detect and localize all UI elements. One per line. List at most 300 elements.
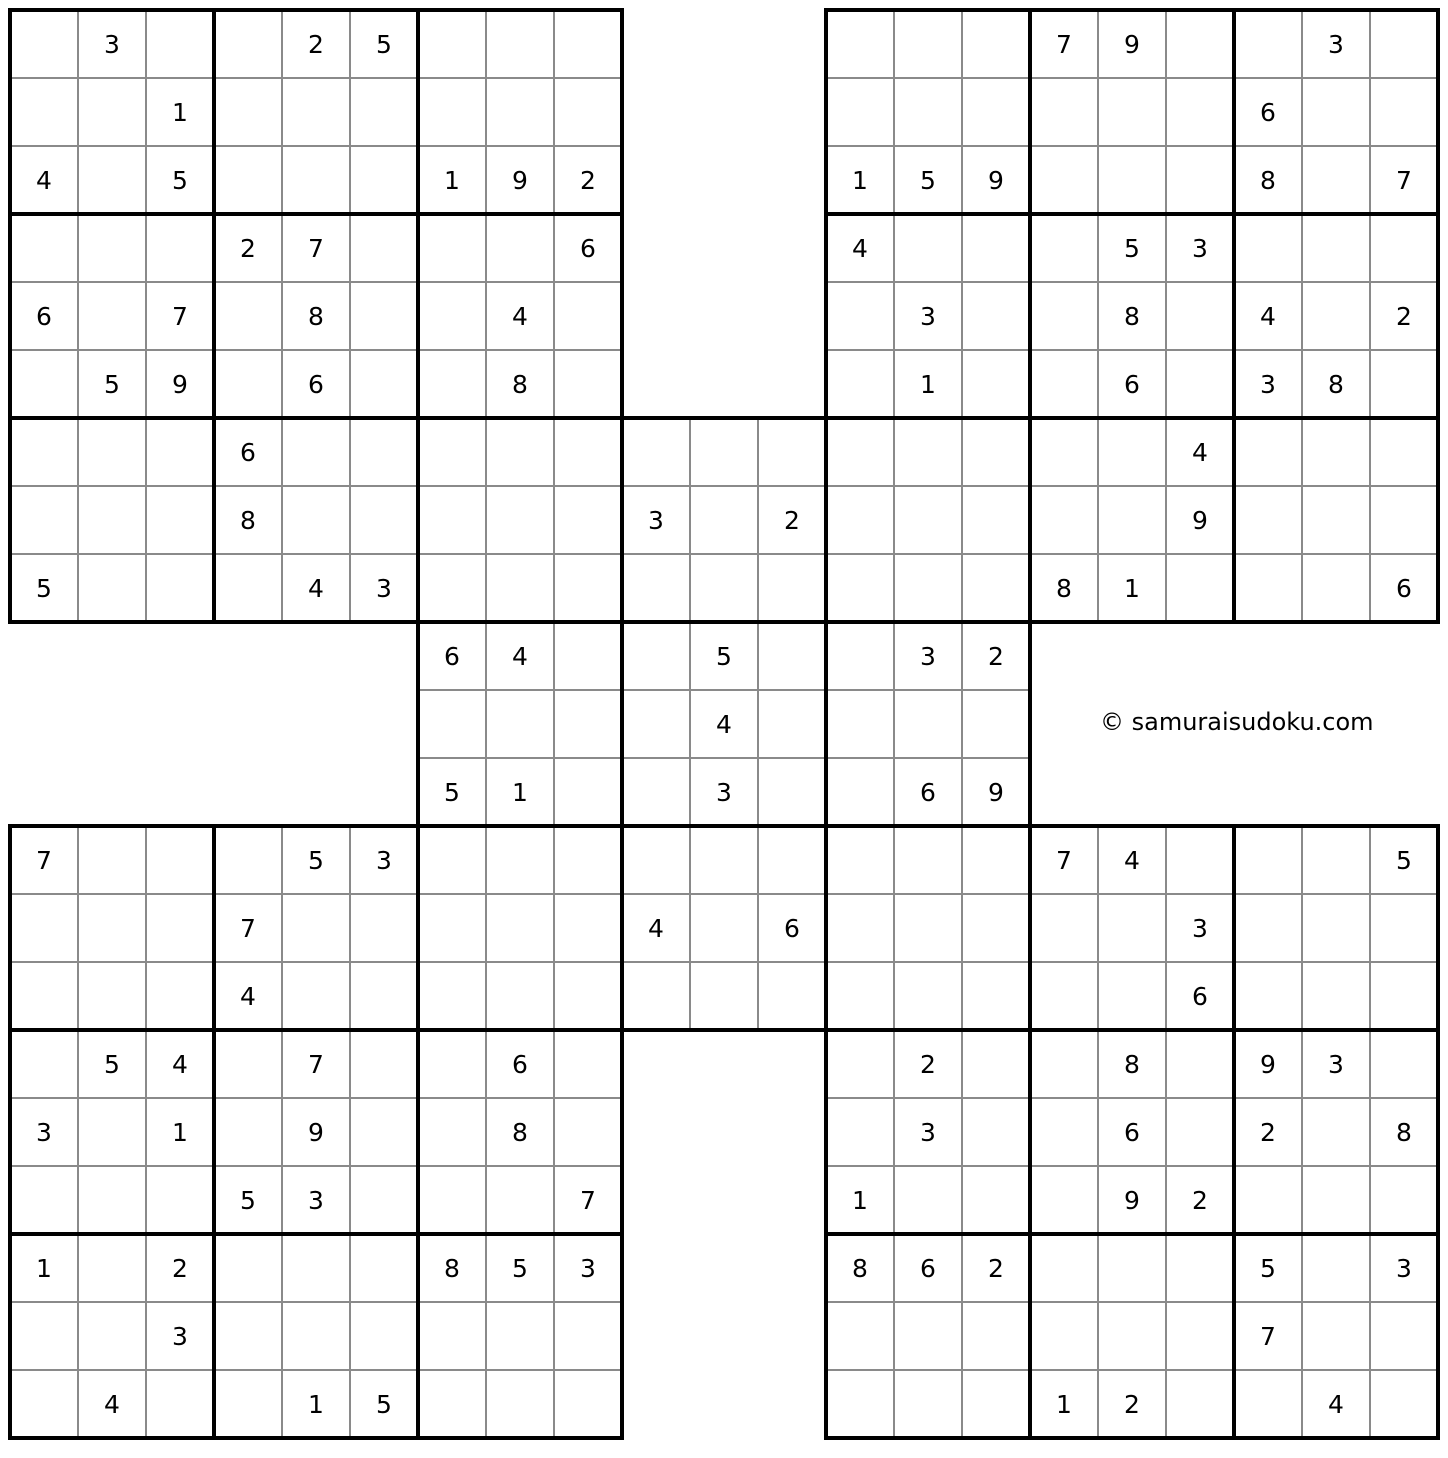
empty-cell[interactable] xyxy=(962,282,1030,350)
empty-cell[interactable] xyxy=(894,962,962,1030)
empty-cell[interactable] xyxy=(10,418,78,486)
empty-cell[interactable] xyxy=(1030,350,1098,418)
empty-cell[interactable] xyxy=(214,350,282,418)
empty-cell[interactable] xyxy=(350,214,418,282)
given-cell[interactable]: 6 xyxy=(240,437,256,467)
given-cell[interactable]: 2 xyxy=(1124,1389,1140,1419)
empty-cell[interactable] xyxy=(1166,1098,1234,1166)
empty-cell[interactable] xyxy=(554,418,622,486)
given-cell[interactable]: 5 xyxy=(308,845,324,875)
empty-cell[interactable] xyxy=(1234,554,1302,622)
given-cell[interactable]: 2 xyxy=(988,641,1004,671)
empty-cell[interactable] xyxy=(1370,1166,1438,1234)
empty-cell[interactable] xyxy=(826,10,894,78)
given-cell[interactable]: 9 xyxy=(988,777,1004,807)
empty-cell[interactable] xyxy=(554,1302,622,1370)
empty-cell[interactable] xyxy=(78,1166,146,1234)
empty-cell[interactable] xyxy=(1370,894,1438,962)
given-cell[interactable]: 4 xyxy=(648,913,664,943)
given-cell[interactable]: 5 xyxy=(104,1049,120,1079)
given-cell[interactable]: 4 xyxy=(1328,1389,1344,1419)
empty-cell[interactable] xyxy=(146,1166,214,1234)
empty-cell[interactable] xyxy=(554,826,622,894)
given-cell[interactable]: 4 xyxy=(716,709,732,739)
empty-cell[interactable] xyxy=(554,894,622,962)
empty-cell[interactable] xyxy=(1098,146,1166,214)
empty-cell[interactable] xyxy=(1098,486,1166,554)
given-cell[interactable]: 1 xyxy=(512,777,528,807)
empty-cell[interactable] xyxy=(1302,554,1370,622)
empty-cell[interactable] xyxy=(146,826,214,894)
given-cell[interactable]: 9 xyxy=(988,165,1004,195)
empty-cell[interactable] xyxy=(350,418,418,486)
empty-cell[interactable] xyxy=(350,1166,418,1234)
empty-cell[interactable] xyxy=(1030,1166,1098,1234)
empty-cell[interactable] xyxy=(78,486,146,554)
empty-cell[interactable] xyxy=(622,962,690,1030)
empty-cell[interactable] xyxy=(146,214,214,282)
empty-cell[interactable] xyxy=(962,826,1030,894)
given-cell[interactable]: 5 xyxy=(376,1389,392,1419)
empty-cell[interactable] xyxy=(1166,10,1234,78)
given-cell[interactable]: 3 xyxy=(580,1253,596,1283)
empty-cell[interactable] xyxy=(690,894,758,962)
given-cell[interactable]: 6 xyxy=(1124,369,1140,399)
given-cell[interactable]: 7 xyxy=(240,913,256,943)
given-cell[interactable]: 7 xyxy=(308,1049,324,1079)
empty-cell[interactable] xyxy=(622,622,690,690)
empty-cell[interactable] xyxy=(350,78,418,146)
empty-cell[interactable] xyxy=(690,826,758,894)
empty-cell[interactable] xyxy=(826,554,894,622)
empty-cell[interactable] xyxy=(1234,894,1302,962)
given-cell[interactable]: 2 xyxy=(1396,301,1412,331)
empty-cell[interactable] xyxy=(1030,1234,1098,1302)
given-cell[interactable]: 2 xyxy=(1260,1117,1276,1147)
empty-cell[interactable] xyxy=(826,758,894,826)
empty-cell[interactable] xyxy=(826,78,894,146)
given-cell[interactable]: 6 xyxy=(784,913,800,943)
given-cell[interactable]: 2 xyxy=(920,1049,936,1079)
given-cell[interactable]: 8 xyxy=(1260,165,1276,195)
empty-cell[interactable] xyxy=(1030,282,1098,350)
empty-cell[interactable] xyxy=(78,554,146,622)
empty-cell[interactable] xyxy=(894,418,962,486)
empty-cell[interactable] xyxy=(146,10,214,78)
empty-cell[interactable] xyxy=(418,486,486,554)
empty-cell[interactable] xyxy=(1166,282,1234,350)
empty-cell[interactable] xyxy=(78,962,146,1030)
empty-cell[interactable] xyxy=(622,826,690,894)
given-cell[interactable]: 9 xyxy=(308,1117,324,1147)
empty-cell[interactable] xyxy=(1166,554,1234,622)
given-cell[interactable]: 6 xyxy=(1192,981,1208,1011)
empty-cell[interactable] xyxy=(758,554,826,622)
given-cell[interactable]: 2 xyxy=(308,29,324,59)
empty-cell[interactable] xyxy=(894,78,962,146)
empty-cell[interactable] xyxy=(894,1302,962,1370)
empty-cell[interactable] xyxy=(486,418,554,486)
empty-cell[interactable] xyxy=(350,282,418,350)
empty-cell[interactable] xyxy=(1234,826,1302,894)
empty-cell[interactable] xyxy=(758,758,826,826)
given-cell[interactable]: 6 xyxy=(444,641,460,671)
given-cell[interactable]: 8 xyxy=(852,1253,868,1283)
given-cell[interactable]: 9 xyxy=(1124,29,1140,59)
empty-cell[interactable] xyxy=(1302,282,1370,350)
empty-cell[interactable] xyxy=(486,826,554,894)
empty-cell[interactable] xyxy=(826,486,894,554)
empty-cell[interactable] xyxy=(486,690,554,758)
empty-cell[interactable] xyxy=(1166,350,1234,418)
empty-cell[interactable] xyxy=(418,418,486,486)
empty-cell[interactable] xyxy=(214,1302,282,1370)
empty-cell[interactable] xyxy=(1166,1234,1234,1302)
empty-cell[interactable] xyxy=(146,894,214,962)
empty-cell[interactable] xyxy=(486,78,554,146)
empty-cell[interactable] xyxy=(1370,418,1438,486)
empty-cell[interactable] xyxy=(10,962,78,1030)
empty-cell[interactable] xyxy=(214,554,282,622)
empty-cell[interactable] xyxy=(1030,78,1098,146)
given-cell[interactable]: 3 xyxy=(104,29,120,59)
empty-cell[interactable] xyxy=(418,1370,486,1438)
empty-cell[interactable] xyxy=(1302,146,1370,214)
empty-cell[interactable] xyxy=(1166,146,1234,214)
empty-cell[interactable] xyxy=(214,78,282,146)
given-cell[interactable]: 1 xyxy=(172,97,188,127)
empty-cell[interactable] xyxy=(690,418,758,486)
empty-cell[interactable] xyxy=(350,350,418,418)
empty-cell[interactable] xyxy=(1370,1302,1438,1370)
given-cell[interactable]: 1 xyxy=(1056,1389,1072,1419)
empty-cell[interactable] xyxy=(214,1370,282,1438)
empty-cell[interactable] xyxy=(350,1234,418,1302)
empty-cell[interactable] xyxy=(418,10,486,78)
empty-cell[interactable] xyxy=(622,690,690,758)
empty-cell[interactable] xyxy=(10,10,78,78)
given-cell[interactable]: 8 xyxy=(1328,369,1344,399)
empty-cell[interactable] xyxy=(826,826,894,894)
empty-cell[interactable] xyxy=(554,282,622,350)
empty-cell[interactable] xyxy=(826,350,894,418)
empty-cell[interactable] xyxy=(690,554,758,622)
empty-cell[interactable] xyxy=(214,1234,282,1302)
empty-cell[interactable] xyxy=(418,78,486,146)
given-cell[interactable]: 3 xyxy=(920,641,936,671)
empty-cell[interactable] xyxy=(1030,418,1098,486)
given-cell[interactable]: 3 xyxy=(1192,913,1208,943)
empty-cell[interactable] xyxy=(78,1098,146,1166)
empty-cell[interactable] xyxy=(826,1370,894,1438)
empty-cell[interactable] xyxy=(418,282,486,350)
empty-cell[interactable] xyxy=(214,826,282,894)
empty-cell[interactable] xyxy=(282,1302,350,1370)
empty-cell[interactable] xyxy=(554,554,622,622)
empty-cell[interactable] xyxy=(146,962,214,1030)
given-cell[interactable]: 5 xyxy=(444,777,460,807)
empty-cell[interactable] xyxy=(894,554,962,622)
empty-cell[interactable] xyxy=(690,962,758,1030)
empty-cell[interactable] xyxy=(418,962,486,1030)
empty-cell[interactable] xyxy=(146,1370,214,1438)
empty-cell[interactable] xyxy=(1098,1302,1166,1370)
empty-cell[interactable] xyxy=(554,758,622,826)
empty-cell[interactable] xyxy=(622,758,690,826)
empty-cell[interactable] xyxy=(1098,418,1166,486)
empty-cell[interactable] xyxy=(10,350,78,418)
given-cell[interactable]: 5 xyxy=(376,29,392,59)
empty-cell[interactable] xyxy=(962,214,1030,282)
empty-cell[interactable] xyxy=(282,78,350,146)
given-cell[interactable]: 1 xyxy=(308,1389,324,1419)
given-cell[interactable]: 1 xyxy=(444,165,460,195)
empty-cell[interactable] xyxy=(486,10,554,78)
empty-cell[interactable] xyxy=(554,1098,622,1166)
empty-cell[interactable] xyxy=(826,1098,894,1166)
given-cell[interactable]: 6 xyxy=(920,1253,936,1283)
empty-cell[interactable] xyxy=(10,1166,78,1234)
given-cell[interactable]: 7 xyxy=(1260,1321,1276,1351)
empty-cell[interactable] xyxy=(1166,1302,1234,1370)
given-cell[interactable]: 8 xyxy=(240,505,256,535)
given-cell[interactable]: 5 xyxy=(36,573,52,603)
empty-cell[interactable] xyxy=(1370,1370,1438,1438)
empty-cell[interactable] xyxy=(894,826,962,894)
empty-cell[interactable] xyxy=(418,350,486,418)
given-cell[interactable]: 3 xyxy=(716,777,732,807)
empty-cell[interactable] xyxy=(894,486,962,554)
empty-cell[interactable] xyxy=(1234,10,1302,78)
given-cell[interactable]: 5 xyxy=(104,369,120,399)
empty-cell[interactable] xyxy=(214,146,282,214)
empty-cell[interactable] xyxy=(1030,214,1098,282)
given-cell[interactable]: 4 xyxy=(1260,301,1276,331)
given-cell[interactable]: 6 xyxy=(1260,97,1276,127)
empty-cell[interactable] xyxy=(1166,1030,1234,1098)
empty-cell[interactable] xyxy=(1302,1302,1370,1370)
given-cell[interactable]: 9 xyxy=(512,165,528,195)
empty-cell[interactable] xyxy=(350,1098,418,1166)
empty-cell[interactable] xyxy=(826,418,894,486)
empty-cell[interactable] xyxy=(486,962,554,1030)
given-cell[interactable]: 7 xyxy=(1056,29,1072,59)
empty-cell[interactable] xyxy=(1030,962,1098,1030)
given-cell[interactable]: 5 xyxy=(512,1253,528,1283)
given-cell[interactable]: 2 xyxy=(988,1253,1004,1283)
given-cell[interactable]: 2 xyxy=(784,505,800,535)
given-cell[interactable]: 5 xyxy=(1124,233,1140,263)
empty-cell[interactable] xyxy=(690,486,758,554)
empty-cell[interactable] xyxy=(418,826,486,894)
given-cell[interactable]: 1 xyxy=(36,1253,52,1283)
empty-cell[interactable] xyxy=(894,1370,962,1438)
empty-cell[interactable] xyxy=(894,214,962,282)
empty-cell[interactable] xyxy=(1302,894,1370,962)
empty-cell[interactable] xyxy=(486,486,554,554)
given-cell[interactable]: 4 xyxy=(852,233,868,263)
given-cell[interactable]: 8 xyxy=(1124,301,1140,331)
given-cell[interactable]: 3 xyxy=(1396,1253,1412,1283)
given-cell[interactable]: 7 xyxy=(1056,845,1072,875)
empty-cell[interactable] xyxy=(214,1098,282,1166)
given-cell[interactable]: 4 xyxy=(1192,437,1208,467)
empty-cell[interactable] xyxy=(418,894,486,962)
empty-cell[interactable] xyxy=(418,1098,486,1166)
given-cell[interactable]: 1 xyxy=(852,165,868,195)
empty-cell[interactable] xyxy=(758,826,826,894)
empty-cell[interactable] xyxy=(554,962,622,1030)
given-cell[interactable]: 8 xyxy=(512,369,528,399)
empty-cell[interactable] xyxy=(826,962,894,1030)
given-cell[interactable]: 2 xyxy=(1192,1185,1208,1215)
given-cell[interactable]: 3 xyxy=(648,505,664,535)
empty-cell[interactable] xyxy=(962,78,1030,146)
empty-cell[interactable] xyxy=(894,10,962,78)
given-cell[interactable]: 8 xyxy=(444,1253,460,1283)
given-cell[interactable]: 6 xyxy=(580,233,596,263)
empty-cell[interactable] xyxy=(554,10,622,78)
given-cell[interactable]: 5 xyxy=(920,165,936,195)
empty-cell[interactable] xyxy=(1030,146,1098,214)
empty-cell[interactable] xyxy=(1370,214,1438,282)
given-cell[interactable]: 4 xyxy=(308,573,324,603)
empty-cell[interactable] xyxy=(962,554,1030,622)
empty-cell[interactable] xyxy=(758,418,826,486)
empty-cell[interactable] xyxy=(350,894,418,962)
empty-cell[interactable] xyxy=(894,1166,962,1234)
empty-cell[interactable] xyxy=(146,554,214,622)
empty-cell[interactable] xyxy=(758,690,826,758)
empty-cell[interactable] xyxy=(10,214,78,282)
empty-cell[interactable] xyxy=(418,1166,486,1234)
empty-cell[interactable] xyxy=(78,1234,146,1302)
empty-cell[interactable] xyxy=(78,826,146,894)
empty-cell[interactable] xyxy=(962,894,1030,962)
empty-cell[interactable] xyxy=(1302,78,1370,146)
given-cell[interactable]: 3 xyxy=(1192,233,1208,263)
empty-cell[interactable] xyxy=(894,894,962,962)
empty-cell[interactable] xyxy=(146,486,214,554)
empty-cell[interactable] xyxy=(350,146,418,214)
empty-cell[interactable] xyxy=(214,282,282,350)
given-cell[interactable]: 7 xyxy=(580,1185,596,1215)
empty-cell[interactable] xyxy=(282,486,350,554)
empty-cell[interactable] xyxy=(758,622,826,690)
given-cell[interactable]: 5 xyxy=(1396,845,1412,875)
empty-cell[interactable] xyxy=(1166,1370,1234,1438)
given-cell[interactable]: 4 xyxy=(512,301,528,331)
empty-cell[interactable] xyxy=(1030,1030,1098,1098)
given-cell[interactable]: 4 xyxy=(512,641,528,671)
empty-cell[interactable] xyxy=(78,1302,146,1370)
empty-cell[interactable] xyxy=(1098,1234,1166,1302)
empty-cell[interactable] xyxy=(350,962,418,1030)
empty-cell[interactable] xyxy=(418,1030,486,1098)
given-cell[interactable]: 2 xyxy=(240,233,256,263)
empty-cell[interactable] xyxy=(350,1302,418,1370)
empty-cell[interactable] xyxy=(1030,486,1098,554)
given-cell[interactable]: 5 xyxy=(172,165,188,195)
given-cell[interactable]: 5 xyxy=(240,1185,256,1215)
empty-cell[interactable] xyxy=(1098,894,1166,962)
given-cell[interactable]: 3 xyxy=(1328,29,1344,59)
empty-cell[interactable] xyxy=(1030,1302,1098,1370)
empty-cell[interactable] xyxy=(1098,962,1166,1030)
empty-cell[interactable] xyxy=(1030,894,1098,962)
empty-cell[interactable] xyxy=(486,214,554,282)
empty-cell[interactable] xyxy=(1302,826,1370,894)
given-cell[interactable]: 8 xyxy=(1124,1049,1140,1079)
empty-cell[interactable] xyxy=(486,894,554,962)
empty-cell[interactable] xyxy=(962,690,1030,758)
empty-cell[interactable] xyxy=(486,554,554,622)
empty-cell[interactable] xyxy=(78,214,146,282)
given-cell[interactable]: 3 xyxy=(1328,1049,1344,1079)
empty-cell[interactable] xyxy=(78,894,146,962)
given-cell[interactable]: 2 xyxy=(172,1253,188,1283)
empty-cell[interactable] xyxy=(1302,962,1370,1030)
given-cell[interactable]: 4 xyxy=(172,1049,188,1079)
given-cell[interactable]: 4 xyxy=(240,981,256,1011)
given-cell[interactable]: 1 xyxy=(1124,573,1140,603)
given-cell[interactable]: 8 xyxy=(308,301,324,331)
empty-cell[interactable] xyxy=(554,622,622,690)
empty-cell[interactable] xyxy=(1302,486,1370,554)
empty-cell[interactable] xyxy=(10,78,78,146)
given-cell[interactable]: 5 xyxy=(716,641,732,671)
given-cell[interactable]: 3 xyxy=(376,845,392,875)
empty-cell[interactable] xyxy=(418,1302,486,1370)
empty-cell[interactable] xyxy=(1302,418,1370,486)
given-cell[interactable]: 8 xyxy=(1056,573,1072,603)
empty-cell[interactable] xyxy=(962,486,1030,554)
given-cell[interactable]: 4 xyxy=(1124,845,1140,875)
given-cell[interactable]: 8 xyxy=(1396,1117,1412,1147)
given-cell[interactable]: 4 xyxy=(36,165,52,195)
given-cell[interactable]: 7 xyxy=(1396,165,1412,195)
empty-cell[interactable] xyxy=(554,1370,622,1438)
empty-cell[interactable] xyxy=(1370,1030,1438,1098)
empty-cell[interactable] xyxy=(1098,78,1166,146)
empty-cell[interactable] xyxy=(1234,486,1302,554)
given-cell[interactable]: 6 xyxy=(1396,573,1412,603)
given-cell[interactable]: 5 xyxy=(1260,1253,1276,1283)
given-cell[interactable]: 8 xyxy=(512,1117,528,1147)
empty-cell[interactable] xyxy=(282,894,350,962)
given-cell[interactable]: 3 xyxy=(172,1321,188,1351)
empty-cell[interactable] xyxy=(10,894,78,962)
empty-cell[interactable] xyxy=(78,146,146,214)
empty-cell[interactable] xyxy=(554,78,622,146)
empty-cell[interactable] xyxy=(962,10,1030,78)
empty-cell[interactable] xyxy=(1370,350,1438,418)
given-cell[interactable]: 6 xyxy=(36,301,52,331)
empty-cell[interactable] xyxy=(1370,962,1438,1030)
given-cell[interactable]: 6 xyxy=(308,369,324,399)
empty-cell[interactable] xyxy=(826,282,894,350)
empty-cell[interactable] xyxy=(894,690,962,758)
empty-cell[interactable] xyxy=(10,1370,78,1438)
empty-cell[interactable] xyxy=(826,690,894,758)
empty-cell[interactable] xyxy=(962,1370,1030,1438)
empty-cell[interactable] xyxy=(1302,1098,1370,1166)
empty-cell[interactable] xyxy=(1234,1370,1302,1438)
given-cell[interactable]: 3 xyxy=(376,573,392,603)
empty-cell[interactable] xyxy=(758,962,826,1030)
empty-cell[interactable] xyxy=(10,1302,78,1370)
given-cell[interactable]: 7 xyxy=(172,301,188,331)
